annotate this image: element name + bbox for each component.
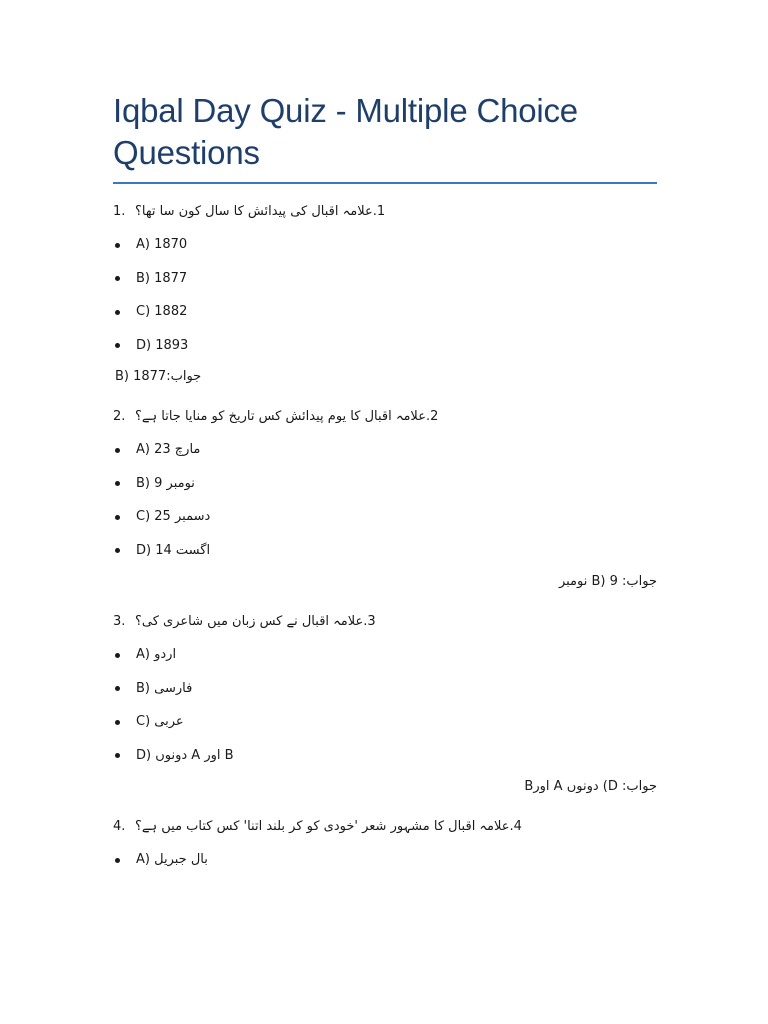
- option-item: [113, 850, 657, 870]
- option-text: A) 1870: [136, 237, 188, 252]
- question-3: [113, 612, 657, 797]
- bullet-icon: [115, 548, 120, 553]
- option-item: [113, 679, 657, 699]
- bullet-icon: [115, 686, 120, 691]
- bullet-icon: [115, 448, 120, 453]
- question-text: 1.علامہ اقبال کی پیدائش کا سال کون سا تھا؟: [135, 204, 386, 219]
- bullet-icon: [115, 653, 120, 658]
- option-text: A) بال جبریل: [136, 852, 208, 867]
- option-text: B) 1877: [136, 270, 188, 286]
- question-number: 4.: [113, 819, 126, 834]
- options-list: [113, 645, 657, 766]
- question-number: 3.: [113, 614, 126, 629]
- bullet-icon: [115, 243, 120, 248]
- option-text: C) عربی: [136, 714, 184, 729]
- question-text: 2.علامہ اقبال کا یوم پیدائش کس تاریخ کو منایا جاتا ہے؟: [135, 409, 439, 424]
- option-text: B) فارسی: [136, 680, 193, 696]
- option-text: C) 1882: [136, 304, 188, 319]
- option-item: [113, 645, 657, 665]
- question-text: 3.علامہ اقبال نے کس زبان میں شاعری کی؟: [135, 614, 376, 629]
- options-list: [113, 235, 657, 356]
- question-2: [113, 407, 657, 592]
- bullet-icon: [115, 343, 120, 348]
- question-line: [113, 612, 657, 632]
- option-item: [113, 474, 657, 494]
- option-item: [113, 746, 657, 766]
- bullet-icon: [115, 515, 120, 520]
- bullet-icon: [115, 481, 120, 486]
- option-text: B) 9 نومبر: [136, 475, 195, 491]
- answer-text: جواب: B) 9 نومبر: [558, 574, 657, 589]
- question-number: 1.: [113, 204, 126, 219]
- options-list: [113, 850, 657, 870]
- answer-text: جواب: D) دونوں A اورB: [524, 779, 657, 794]
- question-4: [113, 817, 657, 870]
- option-text: D) دونوں A اور B: [136, 747, 234, 763]
- bullet-icon: [115, 310, 120, 315]
- question-1: [113, 202, 657, 387]
- option-item: [113, 269, 657, 289]
- bullet-icon: [115, 720, 120, 725]
- options-list: [113, 440, 657, 561]
- option-item: [113, 712, 657, 732]
- bullet-icon: [115, 276, 120, 281]
- question-line: [113, 817, 657, 837]
- question-list: [113, 202, 657, 870]
- option-item: [113, 336, 657, 356]
- bullet-icon: [115, 753, 120, 758]
- question-line: [113, 407, 657, 427]
- option-item: [113, 541, 657, 561]
- option-text: A) 23 مارچ: [136, 442, 201, 457]
- bullet-icon: [115, 858, 120, 863]
- question-text: 4.علامہ اقبال کا مشہور شعر 'خودی کو کر بلند اتنا' کس کتاب میں ہے؟: [135, 819, 522, 834]
- document-page: [113, 90, 657, 890]
- option-text: D) 1893: [136, 337, 189, 353]
- option-item: [113, 440, 657, 460]
- option-item: [113, 507, 657, 527]
- page-title: Iqbal Day Quiz - Multiple Choice Questions: [113, 90, 657, 184]
- question-number: 2.: [113, 409, 126, 424]
- option-text: A) اردو: [136, 647, 177, 662]
- option-text: C) 25 دسمبر: [136, 509, 211, 524]
- answer-text: B) 1877:جواب: [115, 369, 202, 384]
- option-text: D) 14 اگست: [136, 542, 211, 558]
- option-item: [113, 302, 657, 322]
- question-line: [113, 202, 657, 222]
- option-item: [113, 235, 657, 255]
